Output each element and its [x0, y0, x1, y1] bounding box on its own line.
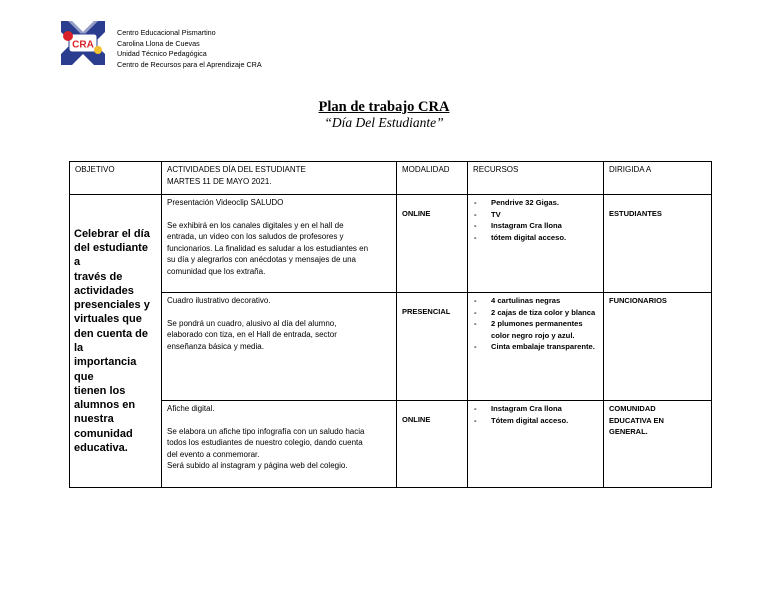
- header-modalidad: MODALIDAD: [397, 162, 468, 195]
- org-line: Centro de Recursos para el Aprendizaje CRA: [117, 59, 262, 69]
- header-dirigida: DIRIGIDA A: [604, 162, 712, 195]
- objective-line: comunidad: [74, 427, 133, 440]
- cra-logo-icon: [58, 18, 108, 68]
- activity-line: funcionarios. La finalidad es saludar a los estudiantes en: [167, 243, 369, 253]
- activity-line: entrada, un video con los saludos de profesores y: [167, 232, 344, 241]
- work-plan-table: [69, 161, 712, 488]
- activity-line: Se elabora un afiche tipo infografía con un saludo hacia: [167, 426, 365, 436]
- header-recursos: RECURSOS: [468, 162, 604, 195]
- modality-value: ONLINE: [402, 415, 431, 424]
- objective-line: actividades: [74, 284, 134, 297]
- resource-item: - 2 plumones permanentes color negro rojo y azul.: [473, 318, 598, 341]
- resource-item: - 4 cartulinas negras: [473, 295, 598, 307]
- school-logo: [58, 18, 108, 68]
- activity-line: Será subido al instagram y página web del colegio.: [167, 461, 348, 470]
- activity-title: Presentación Videoclip SALUDO: [167, 198, 284, 207]
- resources-cell: [468, 293, 604, 401]
- header-objetivo: OBJETIVO: [70, 162, 162, 195]
- audience-line: GENERAL.: [609, 427, 648, 436]
- objective-line: importancia que: [74, 356, 137, 383]
- modality-value: ONLINE: [402, 209, 431, 218]
- activity-title: Afiche digital.: [167, 404, 215, 413]
- org-line: Unidad Técnico Pedagógica: [117, 49, 207, 59]
- org-line: Centro Educacional Pismartino: [117, 28, 216, 37]
- header-actividades: [162, 162, 397, 195]
- objective-line: nuestra: [74, 413, 114, 426]
- objective-line: educativa.: [74, 442, 128, 455]
- objective-line: den cuenta de la: [74, 327, 148, 354]
- objective-line: Celebrar el día: [74, 227, 150, 240]
- resource-item: - tótem digital acceso.: [473, 232, 598, 244]
- header-actividades-date: MARTES 11 DE MAYO 2021.: [167, 176, 272, 186]
- resource-item: - Tótem digital acceso.: [473, 415, 598, 427]
- resource-item: - Instagram Cra llona: [473, 220, 598, 232]
- objective-line: presenciales y: [74, 299, 150, 312]
- resource-item: - Instagram Cra llona: [473, 403, 598, 415]
- activity-cell: [162, 401, 397, 488]
- resource-item: - 2 cajas de tiza color y blanca: [473, 307, 598, 319]
- resource-item: - Pendrive 32 Gigas.: [473, 197, 598, 209]
- logo-text: CRA: [72, 39, 94, 51]
- activity-line: del evento a conmemorar.: [167, 449, 260, 459]
- org-line: Carolina Llona de Cuevas: [117, 38, 200, 48]
- activity-line: Se pondrá un cuadro, alusivo al día del alumno,: [167, 318, 337, 328]
- objective-line: virtuales que: [74, 313, 142, 326]
- activity-line: Se exhibirá en los canales digitales y en el hall de: [167, 220, 344, 230]
- audience-line: EDUCATIVA EN: [609, 415, 664, 425]
- table-row: [70, 195, 712, 293]
- page-subtitle: “Día Del Estudiante”: [324, 115, 444, 130]
- modality-cell: [397, 401, 468, 488]
- objective-line: través de: [74, 270, 123, 283]
- audience-cell: [604, 401, 712, 488]
- audience-cell: [604, 293, 712, 401]
- organization-header: [117, 28, 262, 70]
- activity-title: Cuadro ilustrativo decorativo.: [167, 296, 271, 305]
- audience-cell: [604, 195, 712, 293]
- objective-line: del estudiante a: [74, 241, 148, 269]
- resources-cell: [468, 195, 604, 293]
- audience-line: FUNCIONARIOS: [609, 296, 667, 305]
- header-actividades-title: ACTIVIDADES DÍA DEL ESTUDIANTE: [167, 165, 306, 174]
- activity-cell: [162, 195, 397, 293]
- resources-cell: [468, 401, 604, 488]
- activity-line: todos los estudiantes de nuestro colegio, dando cuenta: [167, 438, 363, 447]
- audience-line: ESTUDIANTES: [609, 209, 662, 218]
- modality-cell: [397, 195, 468, 293]
- activity-line: elaborado con tiza, en el Hall de entrada, sector: [167, 330, 337, 339]
- objective-line: tienen los: [74, 384, 126, 397]
- table-row: [70, 293, 712, 401]
- objective-cell: [70, 195, 162, 488]
- resource-item: - TV: [473, 209, 598, 221]
- modality-cell: [397, 293, 468, 401]
- audience-line: COMUNIDAD: [609, 404, 656, 413]
- resource-item: - Cinta embalaje transparente.: [473, 341, 598, 353]
- activity-line: comunidad que los extraña.: [167, 266, 266, 276]
- page-title: Plan de trabajo CRA: [318, 99, 450, 115]
- activity-line: enseñanza básica y media.: [167, 341, 264, 351]
- activity-cell: [162, 293, 397, 401]
- table-header-row: [70, 162, 712, 195]
- modality-value: PRESENCIAL: [402, 307, 451, 316]
- objective-line: alumnos en: [74, 399, 136, 412]
- table-row: [70, 401, 712, 488]
- activity-line: su día y alegrarlos con anécdotas y mensajes de una: [167, 255, 357, 264]
